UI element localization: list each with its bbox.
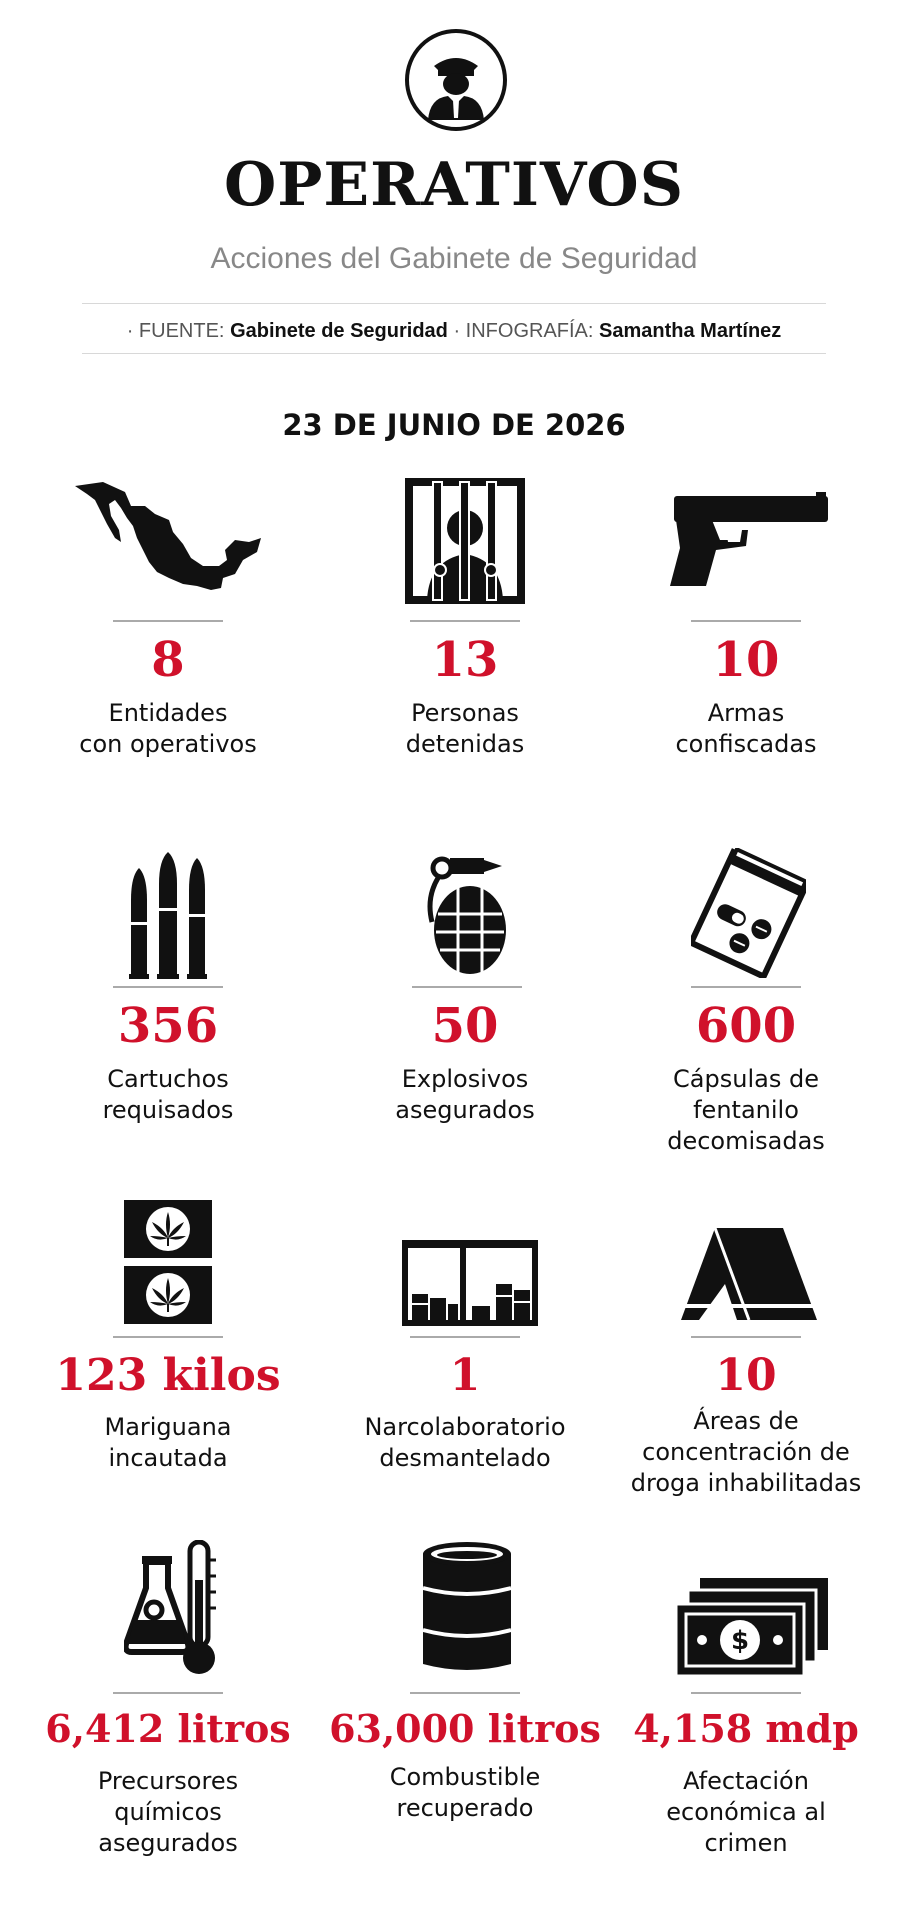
- fuente-value: Gabinete de Seguridad: [230, 320, 448, 342]
- page-title: OPERATIVOS: [223, 150, 685, 220]
- stat-explosivos: [315, 848, 615, 1148]
- stat-value: 6,412 litros: [45, 1706, 291, 1751]
- stat-value: 356: [117, 998, 219, 1054]
- stat-divider: [410, 1336, 520, 1338]
- chemistry-icon: [124, 1540, 224, 1676]
- stat-value: 4,158 mdp: [633, 1706, 859, 1751]
- stat-narcolaboratorio: [315, 1198, 615, 1498]
- stat-value: 10: [715, 1350, 777, 1401]
- bullets-icon: [125, 850, 211, 980]
- infografia-label: · INFOGRAFÍA:: [447, 320, 594, 342]
- stat-label: Mariguana incautada: [104, 1413, 232, 1472]
- stat-value: 63,000 litros: [329, 1706, 601, 1751]
- stat-value: 600: [695, 998, 797, 1054]
- stat-value: 13: [431, 632, 499, 688]
- stat-divider: [113, 1336, 223, 1338]
- stat-areas: [596, 1198, 896, 1498]
- infografia-value: Samantha Martínez: [599, 320, 782, 342]
- stat-label: Áreas de concentración de droga inhabilitadas: [630, 1407, 862, 1497]
- stat-label: Armas confiscadas: [675, 699, 817, 758]
- grenade-icon: [420, 852, 512, 978]
- stat-value: 1: [449, 1350, 481, 1401]
- report-date: 23 DE JUNIO DE 2026: [282, 408, 626, 442]
- stat-label: Cápsulas de fentanilo decomisadas: [667, 1065, 825, 1155]
- prisoner-icon: [405, 478, 525, 606]
- stat-detenidos: [315, 470, 615, 770]
- police-officer-icon: [404, 28, 508, 132]
- credits-top-divider: [82, 303, 826, 304]
- stat-divider: [691, 620, 801, 622]
- stat-entidades: [18, 470, 318, 770]
- stat-divider: [412, 986, 522, 988]
- stat-divider: [691, 1692, 801, 1694]
- stat-label: Precursores químicos asegurados: [97, 1767, 239, 1857]
- stat-divider: [691, 1336, 801, 1338]
- pistol-icon: [666, 490, 831, 590]
- stat-label: Entidades con operativos: [79, 699, 257, 758]
- stat-value: 10: [712, 632, 780, 688]
- stat-label: Afectación económica al crimen: [666, 1767, 826, 1857]
- mexico-map-icon: [73, 478, 263, 598]
- stat-divider: [113, 620, 223, 622]
- stat-divider: [410, 620, 520, 622]
- stat-divider: [113, 1692, 223, 1694]
- stat-divider: [691, 986, 801, 988]
- laboratory-icon: [402, 1240, 538, 1326]
- stat-value: 50: [431, 998, 499, 1054]
- stat-value: 8: [151, 632, 185, 688]
- stat-precursores: [18, 1540, 318, 1880]
- money-icon: [674, 1576, 830, 1680]
- stat-mariguana: [18, 1198, 318, 1498]
- stat-afectacion: [596, 1540, 896, 1880]
- tent-icon: [679, 1224, 819, 1324]
- oil-barrel-icon: [419, 1540, 515, 1676]
- stat-cartuchos: [18, 848, 318, 1148]
- svg-text:$: $: [730, 1626, 750, 1656]
- page-subtitle: Acciones del Gabinete de Seguridad: [210, 242, 698, 275]
- marijuana-packages-icon: [122, 1198, 214, 1326]
- stat-label: Explosivos asegurados: [395, 1065, 535, 1124]
- pill-bag-icon: [691, 848, 806, 978]
- credits-line: [0, 320, 908, 343]
- stat-combustible: [315, 1540, 615, 1880]
- stat-label: Personas detenidas: [405, 699, 525, 758]
- stat-label: Narcolaboratorio desmantelado: [364, 1413, 566, 1472]
- fuente-label: · FUENTE:: [126, 320, 225, 342]
- credits-bottom-divider: [82, 353, 826, 354]
- stat-fentanilo: [596, 848, 896, 1155]
- stat-label: Combustible recuperado: [389, 1763, 541, 1822]
- stat-label: Cartuchos requisados: [102, 1065, 234, 1124]
- stat-value: 123 kilos: [55, 1350, 281, 1401]
- stat-divider: [410, 1692, 520, 1694]
- stat-divider: [113, 986, 223, 988]
- stat-armas: [596, 470, 896, 770]
